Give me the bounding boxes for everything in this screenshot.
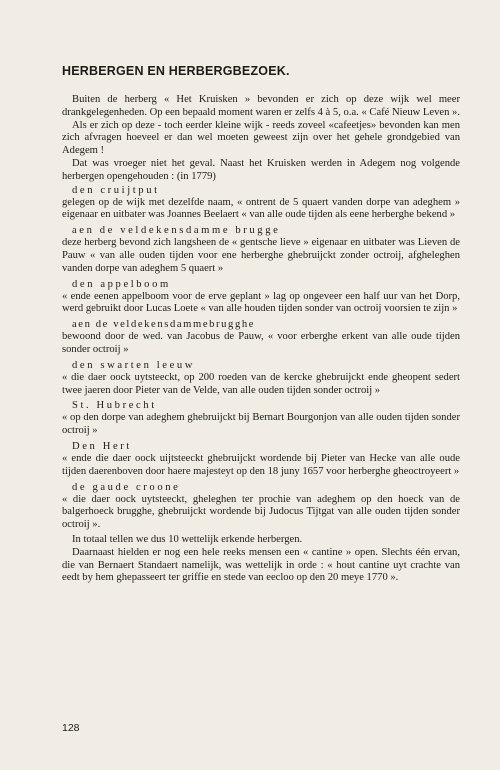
intro-paragraph-2: Als er zich op deze - toch eerder kleine wijk - reeds zoveel «cafeetjes» bevonden kan men zich afvragen hoeveel er dan wel moeten geweest zijn over het gehele grondgebied van Adegem !: [62, 119, 460, 157]
intro-paragraph-3: Dat was vroeger niet het geval. Naast het Kruisken werden in Adegem nog volgende herbergen opengehouden : (in 1779): [62, 157, 460, 182]
inn-name: Den Hert: [72, 440, 132, 452]
inn-entry: [62, 184, 460, 223]
inn-description: deze herberg bevond zich langsheen de « gentsche lieve » eigenaar en uitbater was Lieven de Pauw « van alle ouden tijden voor ene herberghe ghebruijckt zonder octroij, afgheleghen vanden dorpe van adeghem 5 quaert »: [62, 237, 460, 274]
inn-entry: [62, 224, 460, 275]
inn-entry: [62, 481, 460, 532]
inn-entry: [62, 278, 460, 317]
inn-name: St. Hubrecht: [72, 400, 157, 412]
page-content: [62, 64, 460, 585]
outro-paragraph-2: Daarnaast hielden er nog een hele reeks mensen een « cantine » open. Slechts één ervan, die van Bernaert Standaert namelijk, was wettelijk in orde : « hout cantine uyt crachte van eedt by hem ghepasseert ter griffie en stede van eecloo op den 20 meye 1770 ».: [62, 546, 460, 584]
inn-description: bewoond door de wed. van Jacobus de Pauw, « voor erberghe erkent van alle oude tijden sonder octroij »: [62, 331, 460, 355]
inn-entry: [62, 440, 460, 479]
inn-description: « ende eenen appelboom voor de erve geplant » lag op ongeveer een half uur van het Dorp, werd gebruikt door Lucas Loete « van alle houden tijden sonder van octroij voorsien te zijn »: [62, 290, 460, 315]
inn-name: den swarten leeuw: [72, 359, 196, 371]
inn-name: den appelboom: [72, 278, 171, 290]
inn-description: « die daer oock uytsteeckt, gheleghen ter prochie van adeghem op den hoeck van de balgerhoeck brugghe, ghebruijckt wordende bij Judocus Tijtgat van alle ouden tijden sonder octroij ».: [62, 493, 460, 531]
inn-description: « die daer oock uytsteeckt, op 200 roeden van de kercke ghebruijckt ende gheopent sedert twee jaeren door Pieter van de Velde, van alle ouden tijden sonder octroij »: [62, 371, 460, 396]
intro-paragraph-1: Buiten de herberg « Het Kruisken » bevonden er zich op deze wijk wel meer drankgelegenheden. Op een bepaald moment waren er zelfs 4 à 5, o.a. « Café Nieuw Leven ».: [62, 94, 460, 118]
inn-name: aen de veldekensdamme brugge: [72, 225, 281, 237]
inn-name: de gaude croone: [72, 481, 181, 493]
inn-description: « op den dorpe van adeghem ghebruijckt bij Bernart Bourgonjon van alle ouden tijden sonder octroij »: [62, 412, 460, 437]
inn-name: den cruijtput: [72, 184, 160, 196]
inn-entry: [62, 359, 460, 398]
inn-name: aen de veldekensdammebrugghe: [72, 319, 256, 331]
inn-entry: [62, 318, 460, 357]
page-number: 128: [62, 722, 80, 734]
outro-paragraph-1: In totaal tellen we dus 10 wettelijk erkende herbergen.: [72, 533, 303, 545]
inn-description: « ende die daer oock uijtsteeckt ghebruijckt wordende bij Pieter van Hecke van alle oude tijden daerenboven door haere majesteyt op den 18 juny 1657 voor herberghe gheoctroyeert »: [62, 452, 460, 477]
inn-entry: [62, 399, 460, 438]
inn-description: gelegen op de wijk met dezelfde naam, « ontrent de 5 quaert vanden dorpe van adeghem » eigenaar en uitbater was Joannes Beelaert « van alle oude tijden als eene herberghe bekend »: [62, 196, 460, 221]
section-heading: HERBERGEN EN HERBERGBEZOEK.: [62, 64, 290, 78]
